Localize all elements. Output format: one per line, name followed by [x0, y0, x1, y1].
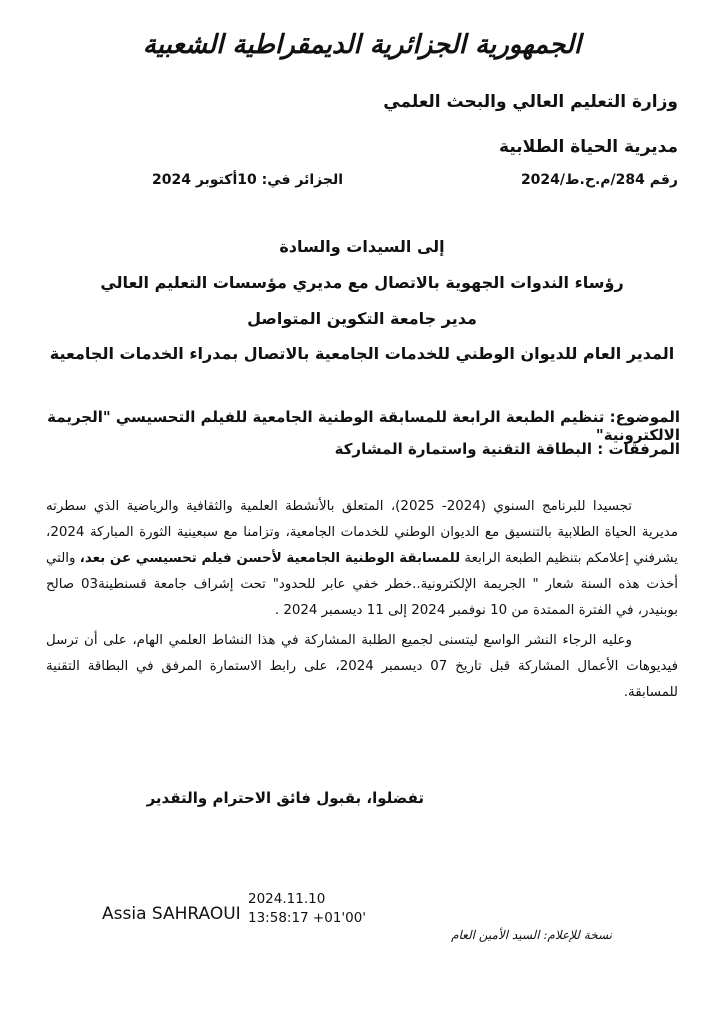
body-paragraph-2 — [46, 628, 678, 706]
body-paragraph-1-part-b: والتي أخذت هذه السنة شعار " الجريمة الإلكترونية..خطر خفي عابر للحدود" تحت إشراف جامعة قسنطينة03 صالح بوبنيدر، في الفترة الممتدة من 10 نوفمبر 2024 إلى 11 ديسمبر 2024 . — [46, 551, 678, 618]
closing-line: تفضلوا، بقبول فائق الاحترام والتقدير — [146, 789, 424, 807]
attachments-line: المرفقات : البطاقة التقنية واستمارة المشاركة — [334, 440, 680, 458]
subject-line: الموضوع: تنظيم الطبعة الرابعة للمسابقة الوطنية الجامعية للفيلم التحسيسي "الجريمة الالكترونية" — [47, 408, 680, 444]
addressee-line-3: مدير جامعة التكوين المتواصل — [247, 309, 477, 328]
letter-body — [46, 494, 678, 706]
signature-date: 2024.11.10 — [248, 891, 326, 907]
signature-time: 13:58:17 +01'00' — [248, 910, 367, 926]
ministry-name: وزارة التعليم العالي والبحث العلمي — [383, 92, 678, 112]
addressee-line-1: إلى السيدات والسادة — [279, 237, 445, 256]
directorate-name: مديرية الحياة الطلابية — [499, 137, 678, 157]
body-paragraph-1-part-a: تجسيدا للبرنامج السنوي (2024- 2025)، المتعلق بالأنشطة العلمية والثقافية والرياضية الذي سطرته مديرية الحياة الطلابية بالتنسيق مع الديوان الوطني للخدمات الجامعية، وتزامنا مع سبعينية الثورة المباركة 2024، يشرفني إعلامكم بتنظيم الطبعة الرابعة — [46, 499, 678, 566]
body-paragraph-1 — [46, 494, 678, 624]
addressee-line-4: المدير العام للديوان الوطني للخدمات الجامعية بالاتصال بمدراء الخدمات الجامعية — [49, 344, 675, 363]
reference-number: رقم 284/م.ح.ط/2024 — [520, 172, 678, 188]
body-paragraph-2-text: وعليه الرجاء النشر الواسع ليتسنى لجميع الطلبة المشاركة في هذا النشاط العلمي الهام، على أن ترسل فيديوهات الأعمال المشاركة قبل تاريخ 07 ديسمبر 2024، على رابط الاستمارة المرفق في البطاقة التقنية للمسابقة. — [46, 633, 679, 700]
signature-timestamp — [248, 890, 366, 928]
letter-date: الجزائر في: 10أكتوبر 2024 — [152, 172, 344, 188]
signer-name: Assia SAHRAOUI — [102, 904, 241, 924]
addressee-line-2: رؤساء الندوات الجهوية بالاتصال مع مديري مؤسسات التعليم العالي — [100, 273, 624, 292]
republic-title: الجمهورية الجزائرية الديمقراطية الشعبية — [142, 30, 582, 60]
copy-note: نسخة للإعلام: السيد الأمين العام — [451, 928, 612, 942]
body-paragraph-1-bold: للمسابقة الوطنية الجامعية لأحسن فيلم تحسيسي عن بعد، — [79, 551, 461, 566]
